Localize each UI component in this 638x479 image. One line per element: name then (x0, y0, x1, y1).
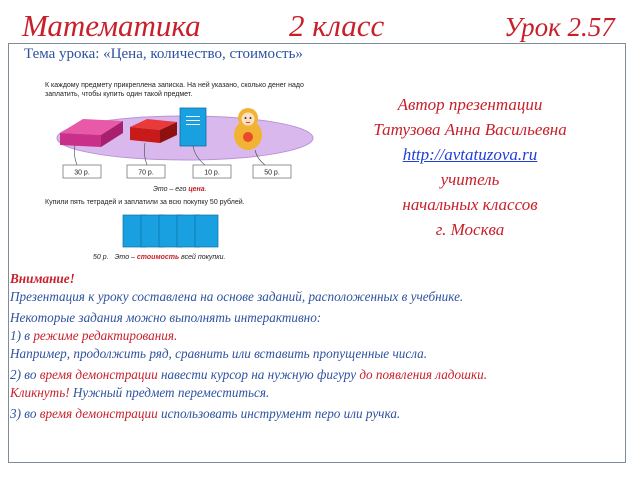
total-caption: 50 р. Это – стоимость всей покупки. (93, 254, 226, 261)
note-line-7: использовать инструмент перо или ручка. (157, 406, 401, 421)
note-line-2: Некоторые задания можно выполнять интерактивно: (10, 310, 322, 325)
notebook-item (180, 108, 206, 146)
note-demo-time: время демонстрации (39, 367, 158, 382)
grade-title: 2 класс (289, 8, 385, 43)
author-website-link[interactable]: http://avtatuzova.ru (402, 145, 538, 164)
note-line-7-prefix: 3) во (10, 406, 40, 421)
note-edit-mode: режиме редактирования. (33, 328, 178, 343)
price-tag-4: 50 р. (264, 169, 280, 177)
slide-header (0, 0, 638, 64)
note-line-5-middle: навести курсор на нужную фигуру (157, 367, 360, 382)
note-line-3-prefix: 1) в (10, 328, 34, 343)
lesson-number: Урок 2.57 (504, 12, 615, 42)
attention-label: Внимание! (10, 271, 75, 286)
author-role: учитель (440, 170, 500, 189)
task-line-1: К каждому предмету прикреплена записка. На ней указано, сколько денег надо (45, 82, 304, 89)
price-caption: Это – его цена. (153, 186, 207, 193)
subject-title: Математика (22, 8, 201, 43)
author-name: Татузова Анна Васильевна (373, 120, 567, 139)
author-heading: Автор презентации (397, 95, 543, 114)
task-line-2: заплатить, чтобы купить один такой предмет. (45, 91, 193, 98)
note-line-4: Например, продолжить ряд, сравнить или вставить пропущенные числа. (10, 346, 427, 361)
note-hand-cursor: до появления ладошки. (359, 367, 488, 382)
usage-notes (10, 270, 620, 426)
purchase-text: Купили пять тетрадей и заплатили за всю покупку 50 рублей. (45, 199, 245, 206)
price-tag-2: 70 р. (138, 169, 154, 177)
textbook-drawing (35, 75, 333, 265)
price-tag-3: 10 р. (204, 169, 220, 177)
author-city: г. Москва (435, 220, 505, 239)
price-tag-1: 30 р. (74, 169, 90, 177)
note-line-1: Презентация к уроку составлена на основе заданий, расположенных в учебнике. (10, 289, 464, 304)
textbook-illustration (35, 75, 333, 265)
matryoshka-item (234, 108, 262, 150)
lesson-topic: Тема урока: «Цена, количество, стоимость» (24, 46, 303, 62)
note-line-5-prefix: 2) во (10, 367, 40, 382)
note-demo-time-2: время демонстрации (39, 406, 158, 421)
note-click: Кликнуть! (10, 385, 70, 400)
notebooks-stack (123, 215, 218, 247)
note-line-6: Нужный предмет переместиться. (69, 385, 270, 400)
author-info (320, 92, 620, 242)
author-role-detail: начальных классов (402, 195, 538, 214)
